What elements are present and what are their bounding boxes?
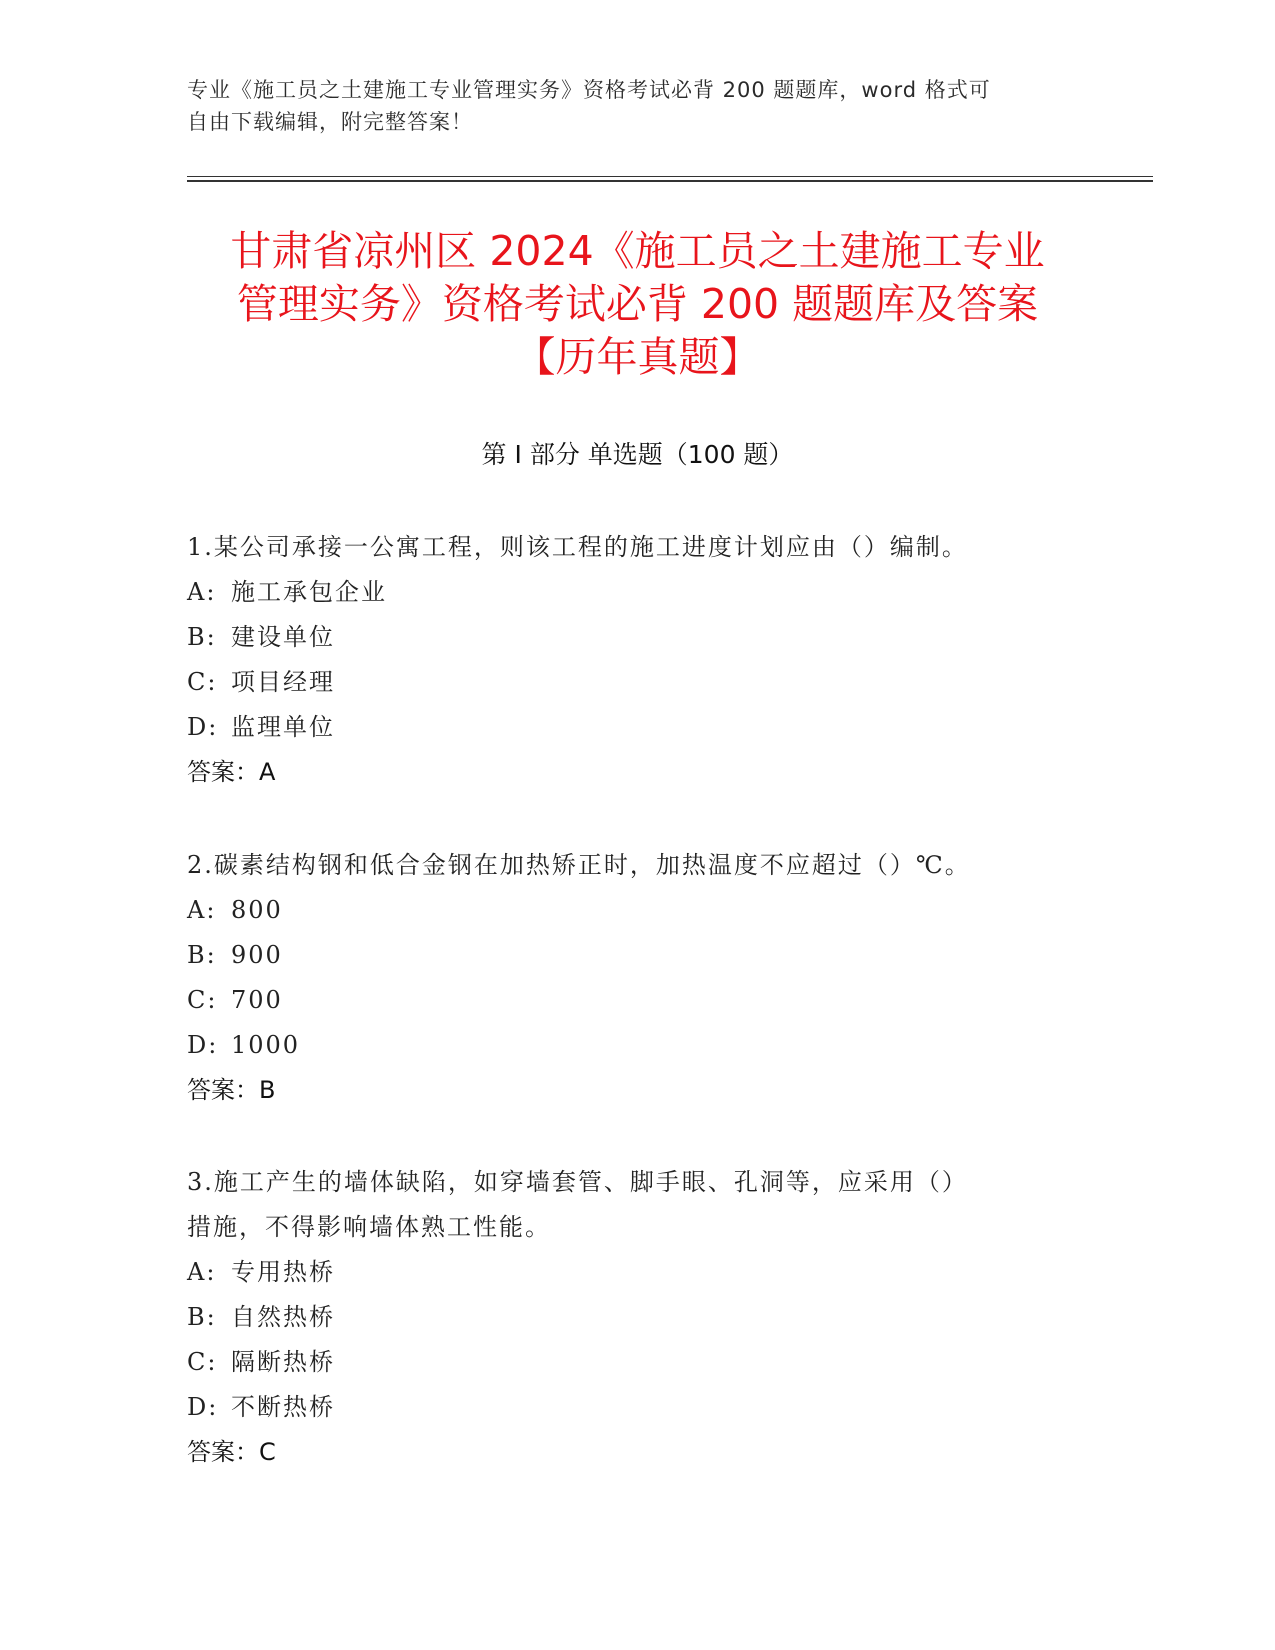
option-letter: D: xyxy=(187,713,219,741)
answer-line: 答案：A xyxy=(187,758,276,786)
option-letter: C: xyxy=(187,1348,218,1376)
option-letter: A: xyxy=(187,578,217,606)
header-divider-thin xyxy=(187,176,1153,177)
option-letter: D: xyxy=(187,1031,219,1059)
option-c xyxy=(187,660,1067,705)
answer-line: 答案：B xyxy=(187,1076,276,1104)
option-letter: D: xyxy=(187,1393,219,1421)
header-note xyxy=(187,74,1067,138)
header-divider-thick xyxy=(187,180,1153,182)
option-d xyxy=(187,1385,1067,1430)
option-letter: B: xyxy=(187,941,217,969)
question-1 xyxy=(187,525,1067,795)
option-text: 建设单位 xyxy=(231,623,335,651)
title-line-3: 【历年真题】 xyxy=(514,333,761,381)
document-title xyxy=(150,225,1125,384)
option-letter: A: xyxy=(187,1258,217,1286)
option-text: 900 xyxy=(231,941,283,969)
question-stem: 2.碳素结构钢和低合金钢在加热矫正时，加热温度不应超过（）℃。 xyxy=(187,851,971,879)
option-text: 自然热桥 xyxy=(231,1303,335,1331)
option-text: 不断热桥 xyxy=(231,1393,335,1421)
option-a xyxy=(187,570,1067,615)
option-b xyxy=(187,933,1067,978)
option-b xyxy=(187,1295,1067,1340)
header-note-line-2: 自由下载编辑，附完整答案！ xyxy=(187,110,473,134)
option-text: 1000 xyxy=(231,1031,301,1059)
option-letter: B: xyxy=(187,623,217,651)
option-b xyxy=(187,615,1067,660)
option-d xyxy=(187,1023,1067,1068)
option-text: 隔断热桥 xyxy=(231,1348,335,1376)
header-note-line-1: 专业《施工员之土建施工专业管理实务》资格考试必背 200 题题库，word 格式可 xyxy=(187,78,991,102)
option-text: 监理单位 xyxy=(231,713,335,741)
question-2 xyxy=(187,843,1067,1113)
question-stem-line-1: 3.施工产生的墙体缺陷，如穿墙套管、脚手眼、孔洞等，应采用（） xyxy=(187,1168,968,1196)
section-heading: 第 I 部分 单选题（100 题） xyxy=(481,440,794,469)
option-text: 施工承包企业 xyxy=(231,578,387,606)
option-text: 项目经理 xyxy=(231,668,335,696)
option-text: 800 xyxy=(231,896,283,924)
option-letter: C: xyxy=(187,986,218,1014)
option-text: 专用热桥 xyxy=(231,1258,335,1286)
option-a xyxy=(187,888,1067,933)
title-line-1: 甘肃省凉州区 2024《施工员之土建施工专业 xyxy=(230,227,1045,275)
question-stem: 1.某公司承接一公寓工程，则该工程的施工进度计划应由（）编制。 xyxy=(187,533,968,561)
question-stem-line-2: 措施，不得影响墙体熟工性能。 xyxy=(187,1213,551,1241)
answer-line: 答案：C xyxy=(187,1438,276,1466)
option-text: 700 xyxy=(231,986,283,1014)
option-letter: A: xyxy=(187,896,217,924)
question-3 xyxy=(187,1160,1067,1475)
option-d xyxy=(187,705,1067,750)
option-letter: C: xyxy=(187,668,218,696)
option-c xyxy=(187,978,1067,1023)
title-line-2: 管理实务》资格考试必背 200 题题库及答案 xyxy=(236,280,1039,328)
option-letter: B: xyxy=(187,1303,217,1331)
option-c xyxy=(187,1340,1067,1385)
option-a xyxy=(187,1250,1067,1295)
